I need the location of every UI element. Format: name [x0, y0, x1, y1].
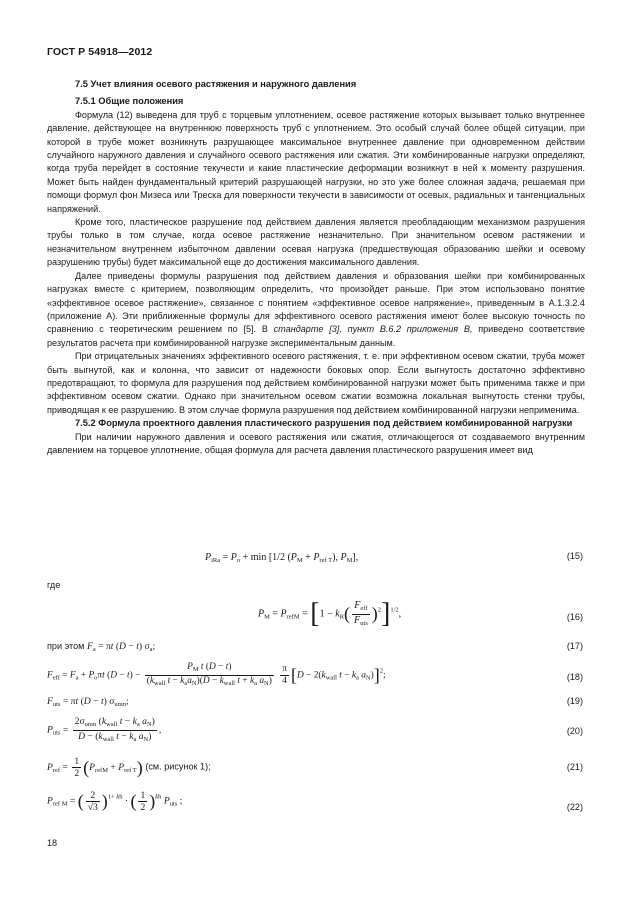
equation-number-16: (16) — [566, 612, 583, 622]
subsection-title-7-5-1: 7.5.1 Общие положения — [75, 96, 184, 107]
page-content — [47, 78, 585, 457]
equation-number-15: (15) — [566, 551, 583, 561]
equation-15: $P_{iRa} = P_o + \min [1/2$ $(P_M + P_{ref T})$, $P_M$], — [205, 552, 359, 564]
equation-number-17: (17) — [566, 641, 583, 651]
equation-21: $P_{ref}$ = $\frac{1}{2}$ $(P_{refM} + P_{ref T})$ (см. рисунок 1); — [47, 756, 211, 779]
paragraph-5: При наличии наружного давления и осевого растяжения или сжатия, отличающегося от создаваемого внутренним давлением на торцевое уплотнение, общая формула для расчета давления пластического разрушения имеет вид — [47, 431, 585, 455]
page-number: 18 — [47, 838, 58, 848]
equation-number-19: (19) — [566, 696, 583, 706]
subsection-title-7-5-2: 7.5.2 Формула проектного давления пластического разрушения под действием комбинированной нагрузки — [75, 418, 573, 429]
paragraph-1: Формула (12) выведена для труб с торцевым уплотнением, осевое растяжение которых вызывает только внутреннее давление, действующее на внутреннюю поверхность труб с уплотнением. Это особый случай более общей ситуации, при которой в трубе может возникнуть разрушающее максимальное внутреннее давление при одновременном действии случайного наружного давления и случайного осевого растяжения или сжатия. Эти комбинированные нагрузки определяют, когда труба перейдет в состояние текучести и какие пластические деформации возникнут в ней к моменту разрушения. Может быть найден фундаментальный критерий разрушающей нагрузки, но это уже более сложная задача, решаемая при помощи формул фон Мизеса или Треска для поверхности текучести в зависимости от осевых, радиальных и тангенциальных напряжений. — [47, 109, 585, 214]
paragraph-3: Далее приведены формулы разрушения под действием давления и образования шейки при комбинированных нагрузках вместе с критерием, позволяющим определить, что произойдет раньше. При этом использовано понятие «эффективное осевое растяжение», связанное с понятием «эффективное осевое напряжение», приведенным в А.1.3.2.4 (приложение А). Эти приближенные формулы для эффективного осевого растяжения имеют более высокую точность по сравнению с теоретическим решением по [5]. В стандарте [3], пункт В.6.2 приложения В, приведено соответствие результатов расчета при комбинированной нагрузке экспериментальным данным. — [47, 270, 585, 348]
paragraph-2: Кроме того, пластическое разрушение под действием давления является преобладающим механизмом разрушения трубы только в том случае, когда осевое растяжение незначительно. При значительном осевом растяжении и незначительном внутреннем избыточном давлении осевая нагрузка (предшествующая образованию шейки и осевому разрушению трубы) будет максимальной еще до достижения максимального давления. — [47, 217, 585, 268]
standard-header: ГОСТ Р 54918—2012 — [47, 46, 153, 58]
equation-19: $F_{uts} = \pi t$ (D − t) $\sigma_{umn}$; — [47, 696, 129, 708]
equation-22: $P_{ref M}$ = ( $\frac{2}{√3}$ )$^{1+ kh}$ · ( $\frac{1}{2}$ )$^{kh}$ $P_{uts}$ ; — [47, 790, 183, 813]
equation-18: $F_{eff} = F_a + P_o\pi t$ (D − t) − $\frac{P_M t (D - t)}{(k_{wall} t - k_aa_N)(D - k_{wall} t + k_a a_N)}$ $\frac{\pi}{4}$ [$D - 2(k_{wall}$ $t - k_a$ $a_N)]^2$; — [47, 662, 386, 687]
paragraph-4: При отрицательных значениях эффективного осевого растяжения, т. е. при эффективном осевом сжатии, труба может быть выгнутой, как и колонна, что зависит от надежности боковых опор. Если выгнутость достаточно эффективно предотвращают, то формула для разрушения под действием комбинированной нагрузки может быть применима также и при эффективном осевом сжатии. Однако при значительном осевом сжатии возможна локальная выгнутость стенки трубы, приводящая к ее разрушению. В этом случае формула разрушения под действием комбинированной нагрузки неприменима. — [47, 351, 585, 415]
equation-number-20: (20) — [566, 726, 583, 736]
section-title: 7.5 Учет влияния осевого растяжения и наружного давления — [75, 79, 357, 89]
equation-number-21: (21) — [566, 762, 583, 772]
equation-17: при этом $F_a = \pi t$ (D − t) $\sigma_a$; — [47, 641, 156, 653]
where-label: где — [47, 580, 61, 590]
equation-number-22: (22) — [566, 802, 583, 812]
equation-20: $P_{uts}$ = $\frac{2\sigma_{umn} (k_{wall} t - k_a a_N)}{D - (k_{wall} t - k_a a_N)}$ , — [47, 716, 162, 743]
equation-16: $P_M = P_{refM} = [1 - k_R$( $\frac{F_{eff}}{F_{uts}}$ )$^2$]$^{1/2}$, — [258, 598, 402, 629]
equation-number-18: (18) — [566, 672, 583, 682]
